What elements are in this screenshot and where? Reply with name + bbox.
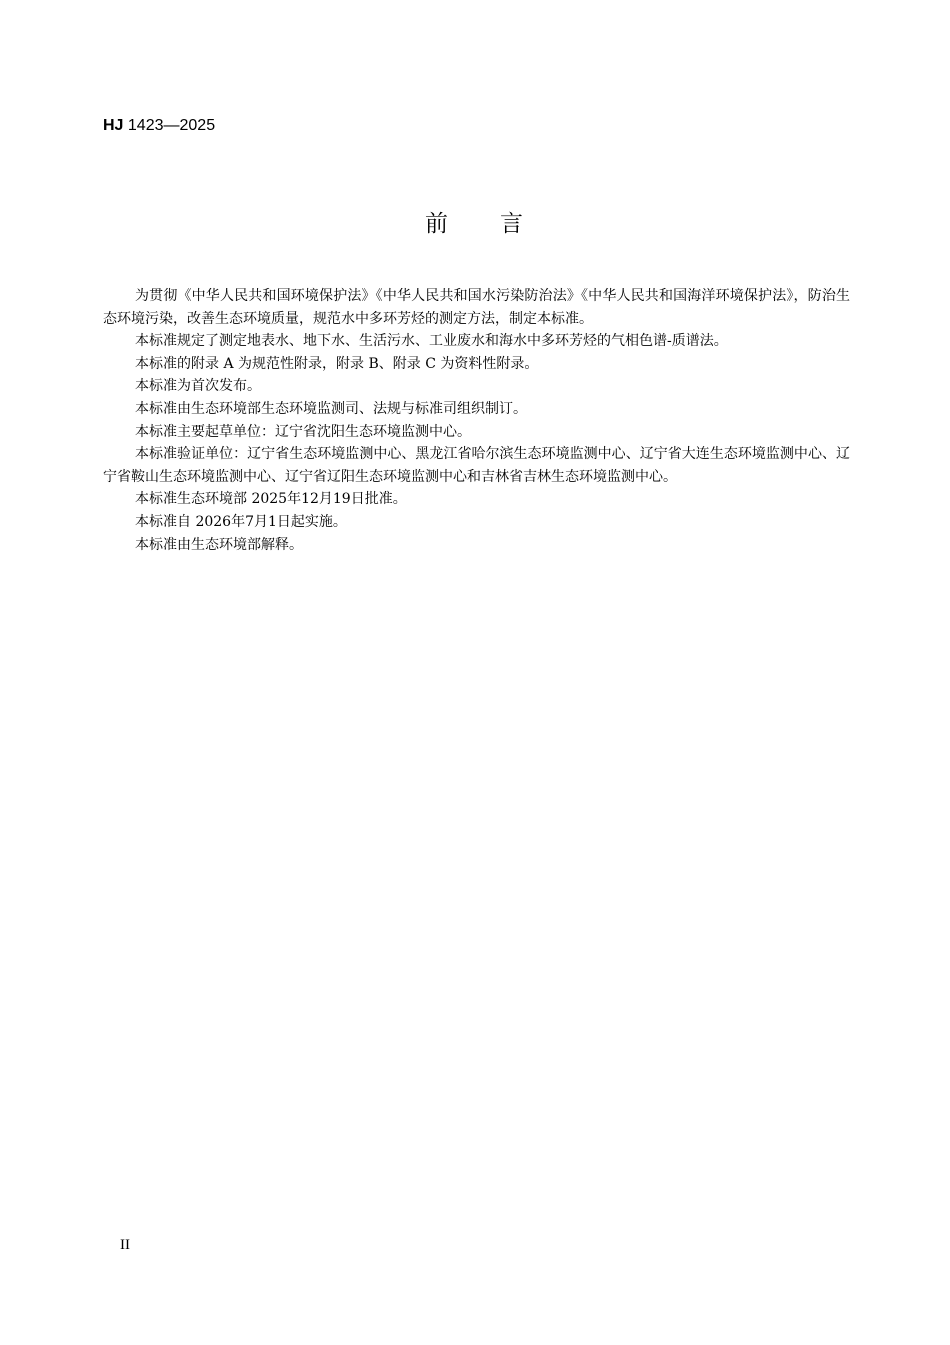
preface-paragraph: 本标准自 2026年7月1日起实施。 <box>135 513 347 530</box>
preface-paragraph: 本标准由生态环境部解释。 <box>135 536 303 553</box>
page-number: II <box>120 1237 130 1253</box>
preface-paragraph: 为贯彻《中华人民共和国环境保护法》《中华人民共和国水污染防治法》《中华人民共和国海洋环境保护法》，防治生态环境污染，改善生态环境质量，规范水中多环芳烃的测定方法，制定本标准。 <box>103 288 850 327</box>
page-title <box>0 207 950 241</box>
page-title-char-2: 言 <box>500 211 525 237</box>
standard-code-number: 1423—2025 <box>127 117 216 134</box>
preface-paragraph: 本标准验证单位：辽宁省生态环境监测中心、黑龙江省哈尔滨生态环境监测中心、辽宁省大连生态环境监测中心、辽宁省鞍山生态环境监测中心、辽宁省辽阳生态环境监测中心和吉林省吉林生态环境监测中心。 <box>103 446 850 485</box>
standard-code-header <box>103 116 215 136</box>
preface-paragraph: 本标准为首次发布。 <box>135 378 261 395</box>
preface-paragraph: 本标准由生态环境部生态环境监测司、法规与标准司组织制订。 <box>135 400 527 417</box>
preface-paragraph: 本标准规定了测定地表水、地下水、生活污水、工业废水和海水中多环芳烃的气相色谱-质谱法。 <box>135 333 728 350</box>
standard-code-prefix: HJ <box>103 117 124 134</box>
preface-paragraph: 本标准的附录 A 为规范性附录，附录 B、附录 C 为资料性附录。 <box>135 355 539 372</box>
preface-paragraph: 本标准主要起草单位：辽宁省沈阳生态环境监测中心。 <box>135 423 471 440</box>
preface-body <box>103 285 850 556</box>
preface-paragraph: 本标准生态环境部 2025年12月19日批准。 <box>135 491 407 508</box>
page-title-char-1: 前 <box>425 211 450 237</box>
